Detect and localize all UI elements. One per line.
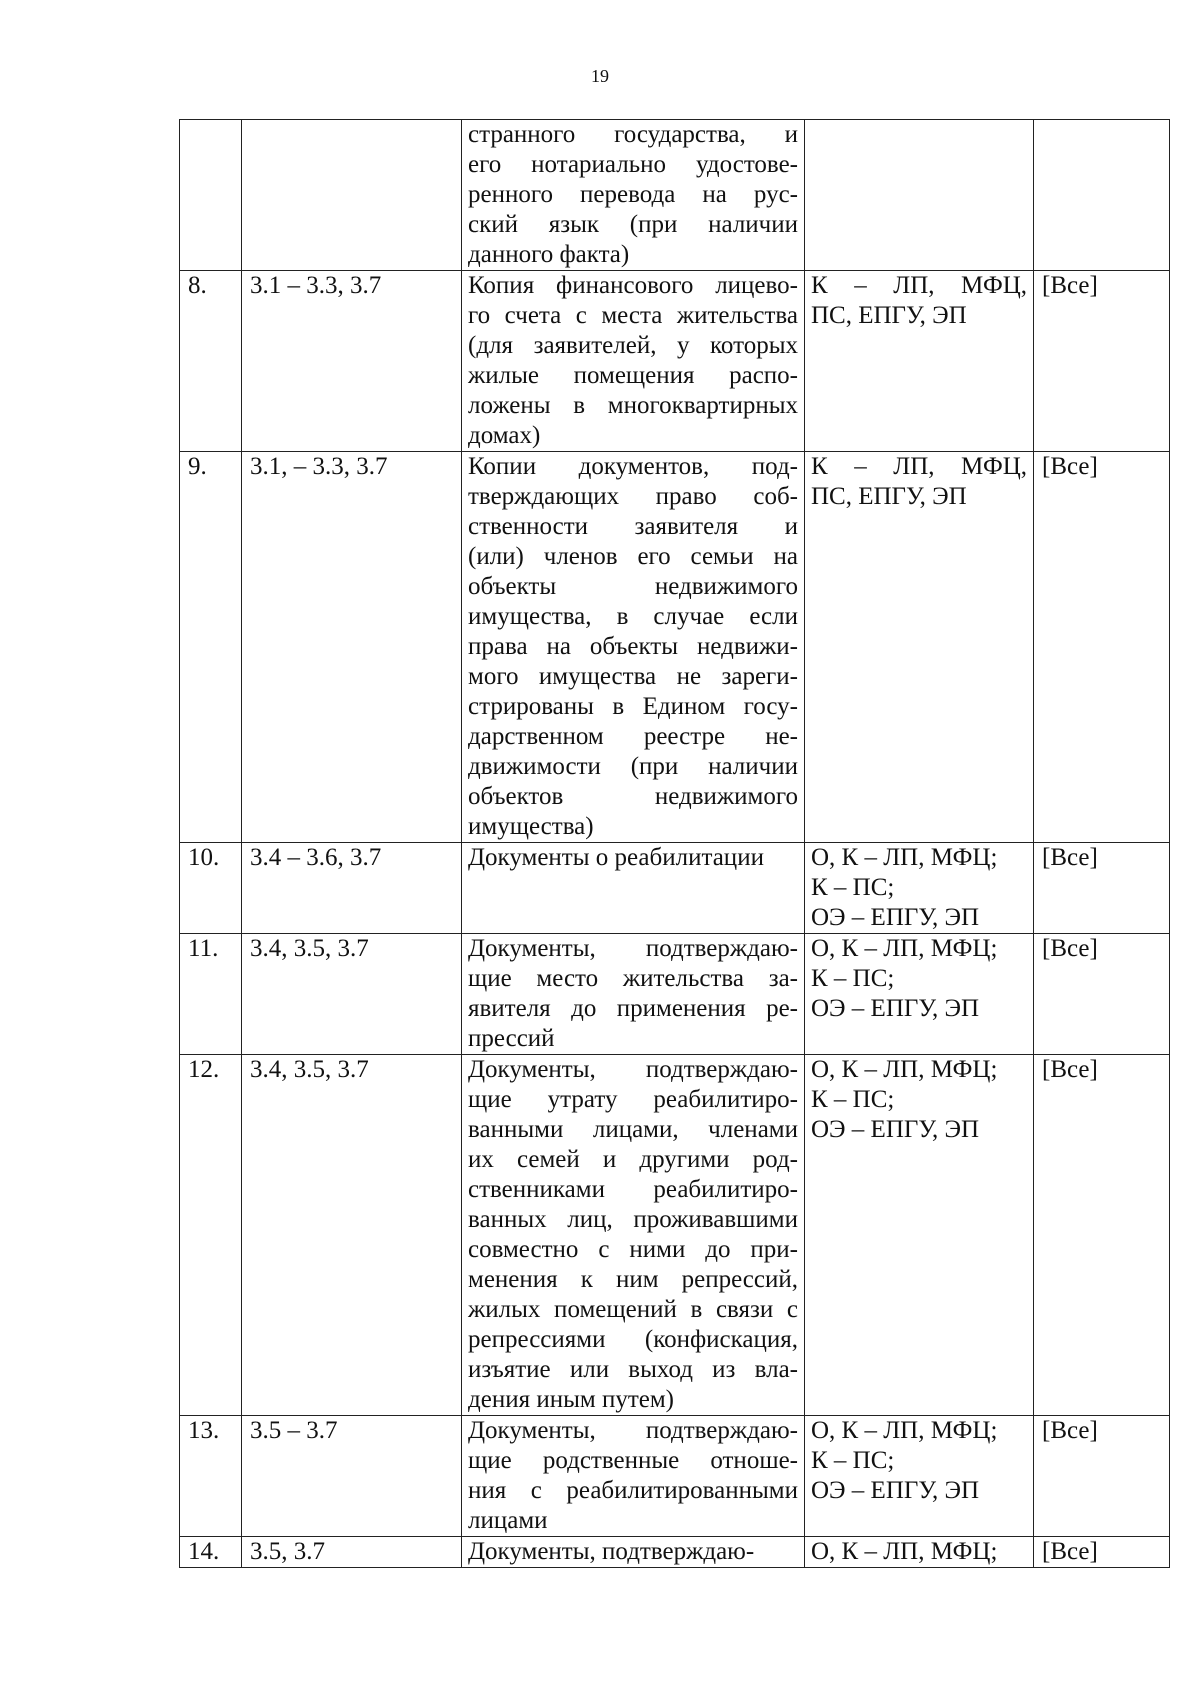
submission-method-line: О, К – ЛП, МФЦ; — [811, 1056, 998, 1083]
table-row — [180, 1055, 1170, 1416]
sections-cell — [242, 120, 462, 271]
document-line: права на объекты недвижи- — [468, 633, 798, 660]
submission-method-cell — [805, 452, 1034, 843]
document-line: имущества, в случае если — [468, 603, 798, 630]
applicant-category-cell: [Все] — [1034, 934, 1170, 1055]
document-line: (или) членов его семьи на — [468, 543, 798, 570]
row-number-cell: 10. — [180, 843, 242, 934]
document-line: имущества) — [468, 813, 594, 840]
table-row — [180, 1416, 1170, 1537]
document-line: щие место жительства за- — [468, 965, 798, 992]
submission-method-line: ОЭ – ЕПГУ, ЭП — [811, 995, 980, 1022]
document-line: его нотариально удостове- — [468, 151, 798, 178]
submission-method-line: К – ПС; — [811, 874, 895, 901]
applicant-category-cell: [Все] — [1034, 1537, 1170, 1568]
document-line: домах) — [468, 422, 541, 449]
table-row — [180, 843, 1170, 934]
document-cell — [462, 271, 805, 452]
documents-table — [179, 119, 1170, 1568]
submission-method-cell — [805, 934, 1034, 1055]
applicant-category-cell — [1034, 120, 1170, 271]
sections-cell: 3.4 – 3.6, 3.7 — [242, 843, 462, 934]
document-cell — [462, 1055, 805, 1416]
applicant-category-cell: [Все] — [1034, 1416, 1170, 1537]
submission-method-line: К – ПС; — [811, 965, 895, 992]
submission-method-line: К – ЛП, МФЦ, — [811, 272, 1027, 299]
document-line: Копии документов, под- — [468, 453, 798, 480]
document-line: ский язык (при наличии — [468, 211, 798, 238]
applicant-category-cell: [Все] — [1034, 1055, 1170, 1416]
sections-cell: 3.4, 3.5, 3.7 — [242, 934, 462, 1055]
document-line: Документы, подтверждаю- — [468, 1538, 755, 1565]
document-line: объектов недвижимого — [468, 783, 798, 810]
document-line: мого имущества не зареги- — [468, 663, 798, 690]
document-line: тверждающих право соб- — [468, 483, 798, 510]
table-body — [180, 120, 1170, 1568]
table-row — [180, 120, 1170, 271]
submission-method-line: ПС, ЕПГУ, ЭП — [811, 302, 967, 329]
document-line: ванных лиц, проживавшими — [468, 1206, 798, 1233]
document-cell — [462, 120, 805, 271]
document-line: Документы о реабилитации — [468, 844, 764, 871]
submission-method-line: О, К – ЛП, МФЦ; — [811, 1417, 998, 1444]
document-line: Копия финансового лицево- — [468, 272, 798, 299]
submission-method-cell — [805, 1055, 1034, 1416]
submission-method-line: ОЭ – ЕПГУ, ЭП — [811, 904, 980, 931]
submission-method-line: ПС, ЕПГУ, ЭП — [811, 483, 967, 510]
row-number-cell: 13. — [180, 1416, 242, 1537]
document-line: ственниками реабилитиро- — [468, 1176, 798, 1203]
document-line: Документы, подтверждаю- — [468, 1056, 798, 1083]
submission-method-line: О, К – ЛП, МФЦ; — [811, 935, 998, 962]
document-line: объекты недвижимого — [468, 573, 798, 600]
submission-method-line: ОЭ – ЕПГУ, ЭП — [811, 1116, 980, 1143]
table-row — [180, 271, 1170, 452]
document-line: менения к ним репрессий, — [468, 1266, 798, 1293]
document-line: явителя до применения ре- — [468, 995, 798, 1022]
submission-method-line: К – ПС; — [811, 1086, 895, 1113]
document-line: репрессиями (конфискация, — [468, 1326, 798, 1353]
document-line: ложены в многоквартирных — [468, 392, 798, 419]
document-line: ванными лицами, членами — [468, 1116, 798, 1143]
document-line: щие утрату реабилитиро- — [468, 1086, 798, 1113]
document-line: странного государства, и — [468, 121, 798, 148]
document-line: щие родственные отноше- — [468, 1447, 798, 1474]
submission-method-line: О, К – ЛП, МФЦ; — [811, 844, 998, 871]
sections-cell: 3.5, 3.7 — [242, 1537, 462, 1568]
submission-method-line: К – ЛП, МФЦ, — [811, 453, 1027, 480]
document-line: жилых помещений в связи с — [468, 1296, 798, 1323]
sections-cell: 3.4, 3.5, 3.7 — [242, 1055, 462, 1416]
submission-method-line: К – ПС; — [811, 1447, 895, 1474]
row-number-cell — [180, 120, 242, 271]
submission-method-cell — [805, 271, 1034, 452]
submission-method-cell — [805, 1416, 1034, 1537]
submission-method-line: ОЭ – ЕПГУ, ЭП — [811, 1477, 980, 1504]
document-line: лицами — [468, 1507, 548, 1534]
document-line: их семей и другими род- — [468, 1146, 798, 1173]
row-number-cell: 8. — [180, 271, 242, 452]
document-line: дарственном реестре не- — [468, 723, 798, 750]
applicant-category-cell: [Все] — [1034, 452, 1170, 843]
document-line: дения иным путем) — [468, 1386, 674, 1413]
document-cell — [462, 452, 805, 843]
table-row — [180, 934, 1170, 1055]
submission-method-line: О, К – ЛП, МФЦ; — [811, 1538, 998, 1565]
document-line: ственности заявителя и — [468, 513, 798, 540]
applicant-category-cell: [Все] — [1034, 843, 1170, 934]
document-line: Документы, подтверждаю- — [468, 1417, 798, 1444]
document-line: жилые помещения распо- — [468, 362, 798, 389]
document-cell — [462, 1416, 805, 1537]
document-cell — [462, 934, 805, 1055]
applicant-category-cell: [Все] — [1034, 271, 1170, 452]
document-line: стрированы в Едином госу- — [468, 693, 798, 720]
document-cell — [462, 1537, 805, 1568]
row-number-cell: 12. — [180, 1055, 242, 1416]
submission-method-cell — [805, 843, 1034, 934]
sections-cell: 3.1 – 3.3, 3.7 — [242, 271, 462, 452]
sections-cell: 3.5 – 3.7 — [242, 1416, 462, 1537]
row-number-cell: 14. — [180, 1537, 242, 1568]
document-line: ренного перевода на рус- — [468, 181, 798, 208]
table-row — [180, 452, 1170, 843]
sections-cell: 3.1, – 3.3, 3.7 — [242, 452, 462, 843]
document-line: (для заявителей, у которых — [468, 332, 798, 359]
document-line: совместно с ними до при- — [468, 1236, 798, 1263]
document-line: данного факта) — [468, 241, 630, 268]
table-row — [180, 1537, 1170, 1568]
document-line: прессий — [468, 1025, 555, 1052]
document-line: движимости (при наличии — [468, 753, 798, 780]
document-cell — [462, 843, 805, 934]
document-line: го счета с места жительства — [468, 302, 798, 329]
row-number-cell: 9. — [180, 452, 242, 843]
page-number: 19 — [591, 66, 609, 86]
submission-method-cell — [805, 120, 1034, 271]
document-line: ния с реабилитированными — [468, 1477, 798, 1504]
document-line: Документы, подтверждаю- — [468, 935, 798, 962]
document-line: изъятие или выход из вла- — [468, 1356, 798, 1383]
submission-method-cell — [805, 1537, 1034, 1568]
row-number-cell: 11. — [180, 934, 242, 1055]
